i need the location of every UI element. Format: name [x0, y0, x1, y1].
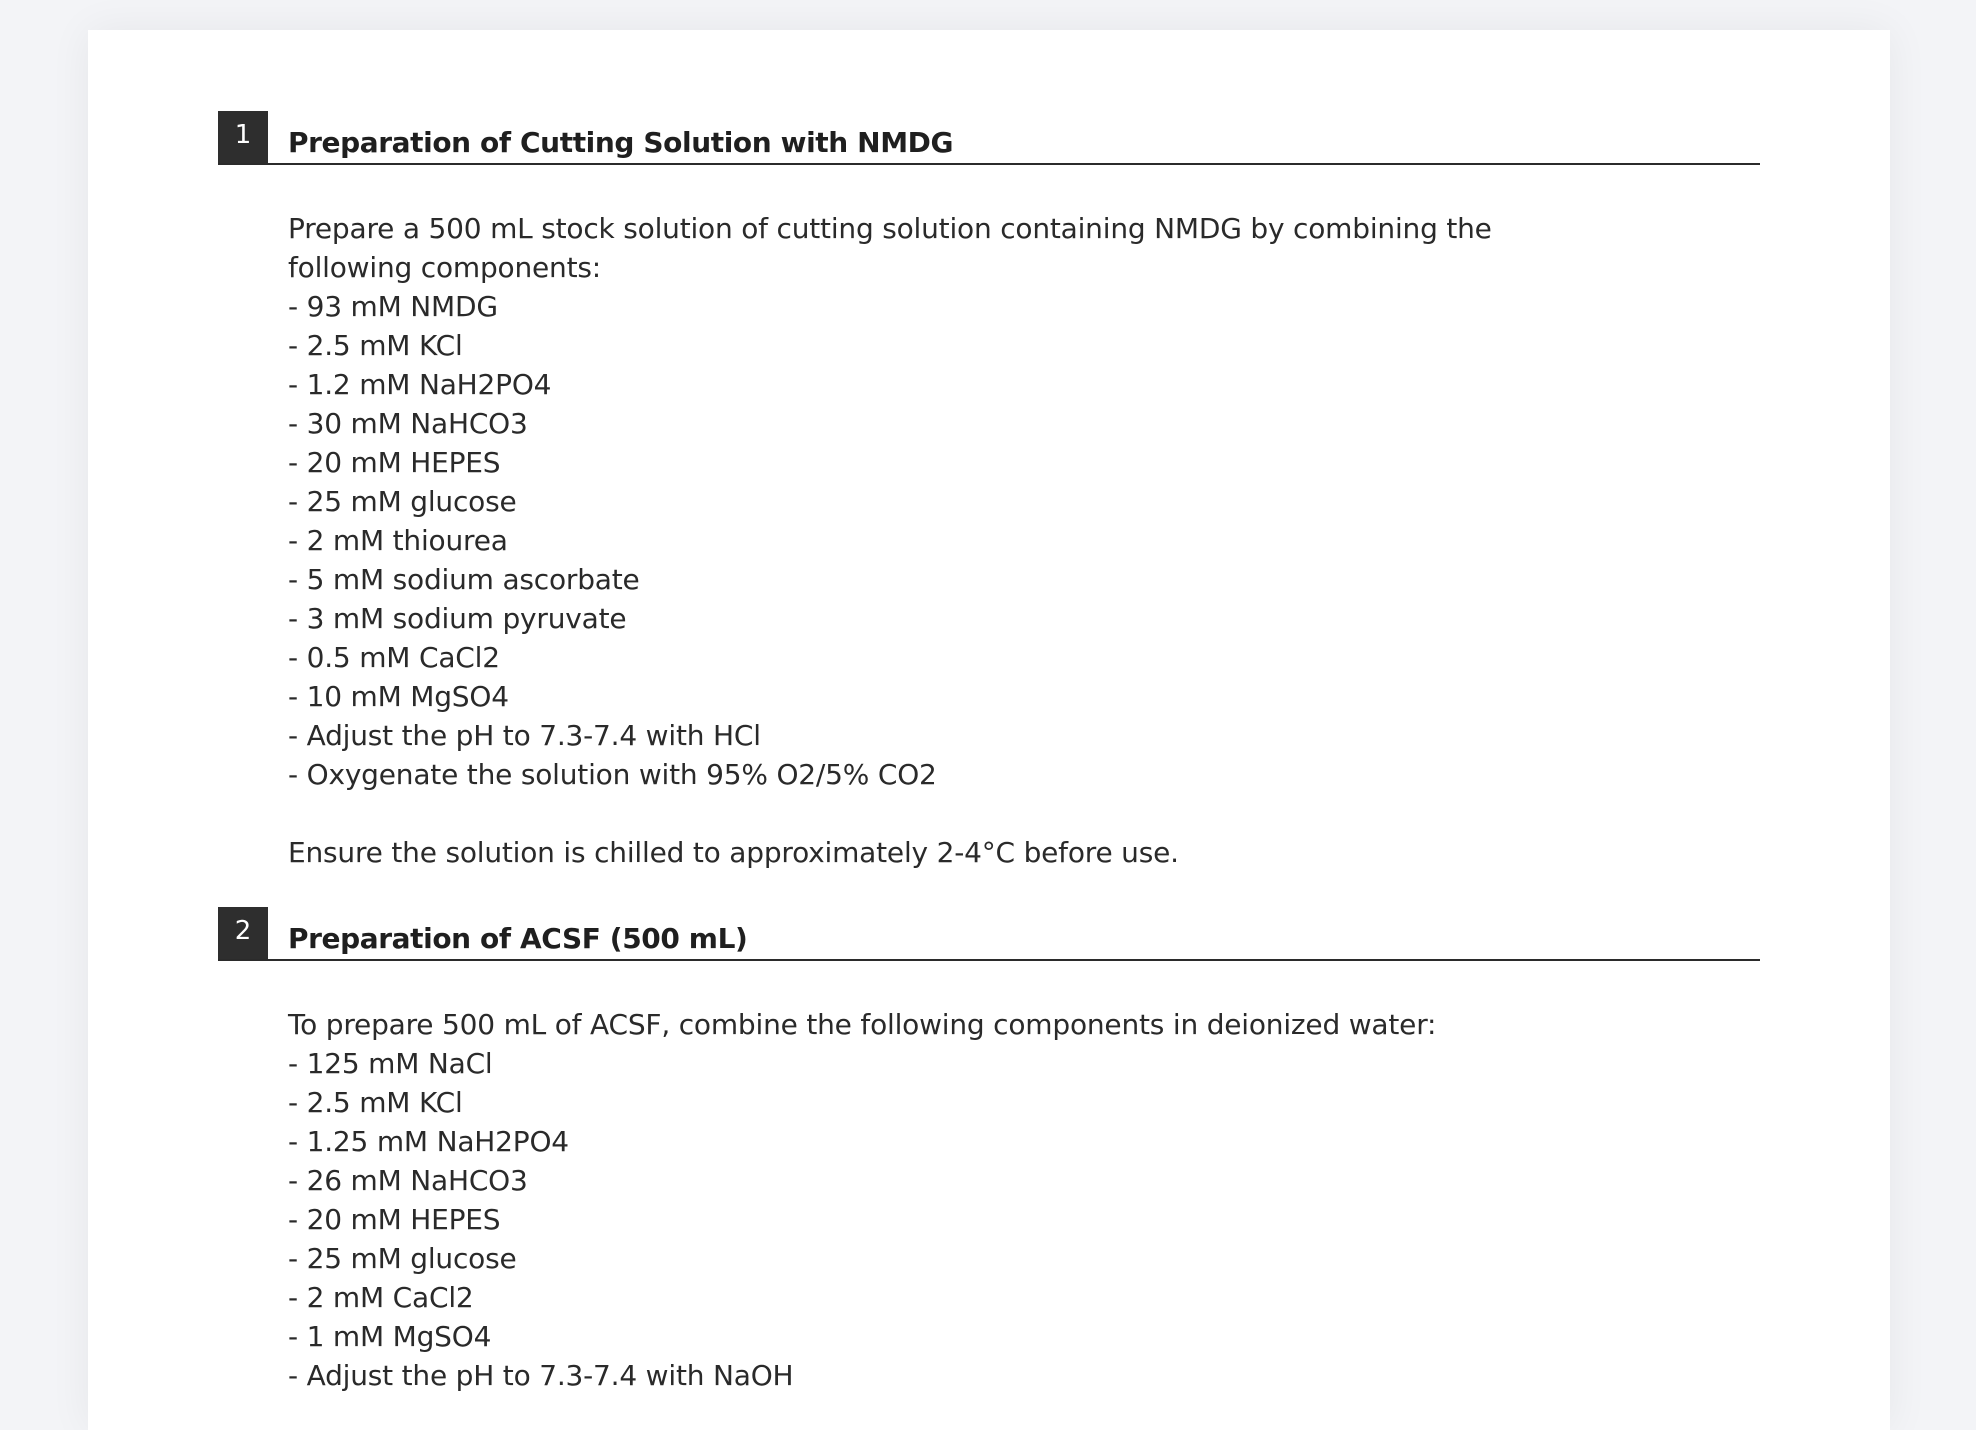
list-item: - 3 mM sodium pyruvate: [288, 602, 627, 635]
list-item: - 26 mM NaHCO3: [288, 1164, 528, 1197]
component-list: [288, 287, 1760, 794]
step-header: [218, 111, 1760, 165]
list-item: - 1.25 mM NaH2PO4: [288, 1125, 569, 1158]
list-item: - 1 mM MgSO4: [288, 1320, 492, 1353]
protocol-step-2: [218, 907, 1760, 1395]
list-item: - 25 mM glucose: [288, 485, 517, 518]
component-list: [288, 1044, 1760, 1395]
list-item: - 2.5 mM KCl: [288, 1086, 463, 1119]
list-item: - 20 mM HEPES: [288, 446, 501, 479]
step-intro: Prepare a 500 mL stock solution of cutting solution containing NMDG by combining the following components:: [288, 212, 1492, 284]
list-item: - 10 mM MgSO4: [288, 680, 509, 713]
step-header: [218, 907, 1760, 961]
step-note: Ensure the solution is chilled to approximately 2-4°C before use.: [288, 836, 1179, 869]
list-item: - 2 mM CaCl2: [288, 1281, 474, 1314]
list-item: - 0.5 mM CaCl2: [288, 641, 500, 674]
step-title: Preparation of ACSF (500 mL): [288, 922, 748, 955]
step-title: Preparation of Cutting Solution with NMDG: [288, 126, 954, 159]
list-item: - 20 mM HEPES: [288, 1203, 501, 1236]
protocol-step-1: [218, 111, 1760, 872]
document-page: [88, 30, 1890, 1430]
list-item: - 1.2 mM NaH2PO4: [288, 368, 552, 401]
list-item: - Oxygenate the solution with 95% O2/5% CO2: [288, 758, 937, 791]
list-item: - Adjust the pH to 7.3-7.4 with NaOH: [288, 1359, 794, 1392]
list-item: - 93 mM NMDG: [288, 290, 498, 323]
list-item: - 125 mM NaCl: [288, 1047, 493, 1080]
step-body: [288, 1005, 1760, 1395]
list-item: - 2.5 mM KCl: [288, 329, 463, 362]
list-item: - 2 mM thiourea: [288, 524, 508, 557]
list-item: - 30 mM NaHCO3: [288, 407, 528, 440]
step-body: [288, 209, 1760, 872]
step-intro: To prepare 500 mL of ACSF, combine the following components in deionized water:: [288, 1008, 1437, 1041]
step-number-badge: 2: [218, 907, 268, 959]
step-number-badge: 1: [218, 111, 268, 163]
list-item: - 25 mM glucose: [288, 1242, 517, 1275]
list-item: - 5 mM sodium ascorbate: [288, 563, 640, 596]
list-item: - Adjust the pH to 7.3-7.4 with HCl: [288, 719, 761, 752]
